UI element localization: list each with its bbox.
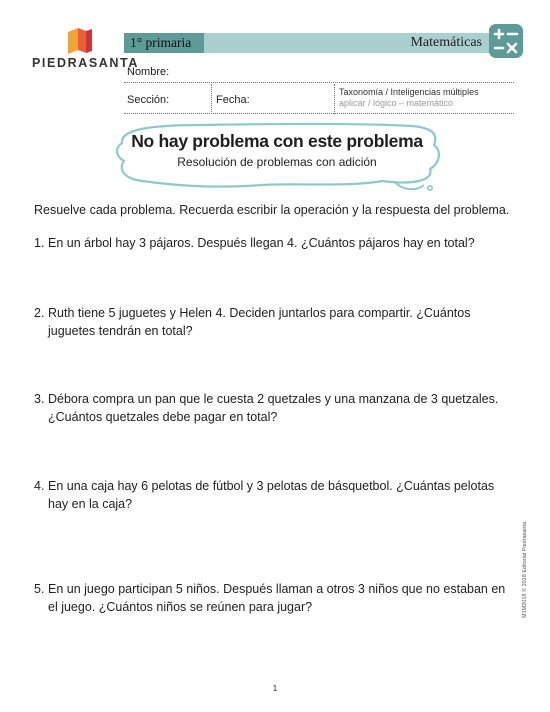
taxonomy-label: Taxonomía / Inteligencias múltiples <box>339 87 479 97</box>
problem-item <box>34 234 514 252</box>
problem-text: En un juego participan 5 niños. Después llaman a otros 3 niños que no estaban en el juego. ¿Cuántos niños se reúnen para jugar? <box>48 582 506 614</box>
problem-item <box>34 580 514 616</box>
problem-number: 1. <box>34 236 45 250</box>
problem-item <box>34 304 514 340</box>
date-label: Fecha: <box>216 94 250 106</box>
subject-label: Matemáticas <box>410 35 482 50</box>
name-line <box>124 82 514 83</box>
copyright-note: M1M2018 © 2018 Editorial Piedrasanta <box>522 521 528 618</box>
problem-text: Ruth tiene 5 juguetes y Helen 4. Deciden juntarlos para compartir. ¿Cuántos juguetes tendrán en total? <box>48 306 471 338</box>
problem-item <box>34 390 514 426</box>
problem-text: En un árbol hay 3 pájaros. Después llegan 4. ¿Cuántos pájaros hay en total? <box>48 236 475 250</box>
publisher-logo-icon <box>66 28 94 54</box>
form-divider <box>334 84 335 114</box>
instructions: Resuelve cada problema. Recuerda escribir la operación y la respuesta del problema. <box>34 203 510 217</box>
problem-item <box>34 477 514 513</box>
problem-text: Débora compra un pan que le cuesta 2 quetzales y una manzana de 3 quetzales. ¿Cuántos quetzales debe pagar en total? <box>48 392 499 424</box>
taxonomy-value: aplicar / lógico – matemático <box>339 98 454 108</box>
problem-number: 5. <box>34 582 45 596</box>
section-label: Sección: <box>127 94 170 106</box>
brand-name: PIEDRASANTA <box>32 56 139 70</box>
grade-label: 1° primaria <box>124 33 204 53</box>
problem-number: 2. <box>34 306 45 320</box>
worksheet-title: No hay problema con este problema <box>131 131 423 151</box>
section-line <box>124 113 514 114</box>
problem-number: 3. <box>34 392 45 406</box>
page-number: 1 <box>272 684 278 693</box>
problem-number: 4. <box>34 479 45 493</box>
problem-text: En una caja hay 6 pelotas de fútbol y 3 pelotas de básquetbol. ¿Cuántas pelotas hay en la caja? <box>48 479 495 511</box>
math-operations-icon <box>489 24 523 58</box>
name-label: Nombre: <box>127 66 170 78</box>
worksheet-subtitle: Resolución de problemas con adición <box>177 155 377 169</box>
form-divider <box>211 84 212 114</box>
